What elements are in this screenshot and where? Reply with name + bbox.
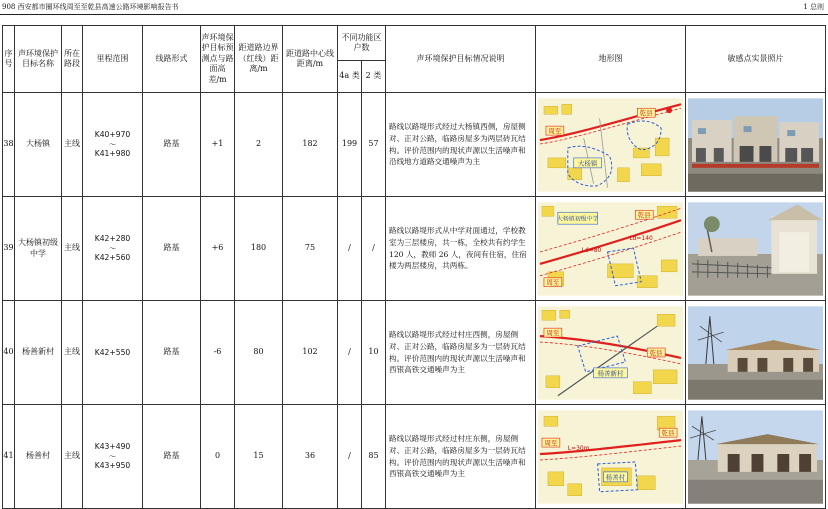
col-form: 线路形式 <box>143 26 201 93</box>
cell-zone-2: 10 <box>362 301 386 405</box>
col-mileage: 里程范围 <box>83 26 143 93</box>
map-label-village <box>604 471 628 481</box>
map-label: Ld=80 <box>581 246 602 254</box>
cell-form: 路基 <box>143 93 201 197</box>
cell-form: 路基 <box>143 301 201 405</box>
col-desc: 声环境保护目标情况说明 <box>386 26 536 93</box>
cell-center: 102 <box>283 301 338 405</box>
cell-zone-4a: 199 <box>338 93 362 197</box>
cell-center: 182 <box>283 93 338 197</box>
mileage-to: K43+950 <box>94 461 131 471</box>
site-photo <box>686 405 826 509</box>
cell-name: 杨善新村 <box>15 301 62 405</box>
mileage-to: K42+560 <box>94 253 131 263</box>
cell-form: 路基 <box>143 197 201 301</box>
cell-zone-2: 57 <box>362 93 386 197</box>
site-photo <box>686 301 826 405</box>
map-label-qianxian <box>647 347 665 356</box>
col-name: 声环境保护目标名称 <box>15 26 62 93</box>
map-label: 乾县 <box>639 108 653 117</box>
cell-height: -6 <box>201 301 235 405</box>
map-label-town <box>574 157 602 167</box>
map-label: L=30m <box>567 444 590 452</box>
cell-zone-4a: / <box>338 197 362 301</box>
map-label: 周至 <box>546 328 560 337</box>
cell-redline: 15 <box>235 405 283 509</box>
cell-road: 主线 <box>62 405 83 509</box>
map-label-village <box>594 367 628 377</box>
map-label: 大杨镇 <box>577 158 598 167</box>
map-label-zhouzhi <box>546 126 564 135</box>
map-label: 乾县 <box>637 210 651 219</box>
cell-center: 36 <box>283 405 338 509</box>
mileage-single: K42+550 <box>94 347 131 357</box>
terrain-map <box>536 197 686 301</box>
cell-seq: 41 <box>3 405 15 509</box>
cell-redline: 2 <box>235 93 283 197</box>
cell-seq: 39 <box>3 197 15 301</box>
mileage-sep: ～ <box>108 139 117 149</box>
table-row <box>3 405 826 509</box>
noise-target-table <box>2 25 826 509</box>
cell-name: 大杨镇初级中学 <box>15 197 62 301</box>
cell-mileage <box>83 301 143 405</box>
header-divider <box>0 14 828 15</box>
map-label-qianxian <box>659 428 677 437</box>
col-zone-4a: 4a 类 <box>338 61 362 93</box>
mileage-from: K42+280 <box>94 233 131 243</box>
col-height: 声环境保护目标预测点与路面高差/m <box>201 26 235 93</box>
table-row <box>3 301 826 405</box>
terrain-map <box>536 405 686 509</box>
north-arrow-icon <box>666 107 672 113</box>
cell-center: 75 <box>283 197 338 301</box>
mileage-from: K40+970 <box>94 129 131 139</box>
map-label: 周至 <box>548 126 562 135</box>
cell-name: 大杨镇 <box>15 93 62 197</box>
map-label: 大杨镇初级中学 <box>556 215 599 223</box>
map-label-zhouzhi <box>542 438 560 447</box>
col-redline: 距道路边界（红线）距离/m <box>235 26 283 93</box>
terrain-map-graphic <box>538 306 683 400</box>
photo-school-gate <box>688 202 823 296</box>
mileage-from: K43+490 <box>94 441 131 451</box>
cell-zone-4a: / <box>338 301 362 405</box>
site-photo <box>686 93 826 197</box>
map-label-qianxian <box>635 210 653 219</box>
cell-seq: 38 <box>3 93 15 197</box>
table-row <box>3 197 826 301</box>
cell-name: 杨善村 <box>15 405 62 509</box>
cell-mileage <box>83 405 143 509</box>
cell-redline: 80 <box>235 301 283 405</box>
map-label-zhouzhi <box>544 328 562 337</box>
map-label: 乾县 <box>649 348 663 357</box>
map-label-school <box>557 212 599 224</box>
cell-zone-2: / <box>362 197 386 301</box>
cell-desc: 路线以路堤形式经过村庄西侧，房屋侧对、正对公路，临路房屋多为一层砖瓦结构。评价范围内的现状声源以生活噪声和西银高铁交通噪声为主 <box>386 301 536 405</box>
col-road: 所在路段 <box>62 26 83 93</box>
table-row <box>3 93 826 197</box>
col-terrain: 地形图 <box>536 26 686 93</box>
terrain-map-graphic <box>538 98 683 192</box>
map-label: 周至 <box>544 438 558 447</box>
col-photo: 敏感点实景照片 <box>686 26 826 93</box>
mileage-to: K41+980 <box>94 149 131 159</box>
document-title: 908 西安都市圈环线周至至乾县高速公路环境影响报告书 <box>2 3 179 11</box>
mileage-sep: ～ <box>108 451 117 461</box>
cell-mileage <box>83 93 143 197</box>
map-label: Ld=140 <box>629 234 653 242</box>
cell-road: 主线 <box>62 93 83 197</box>
map-label-zhouzhi <box>544 277 562 286</box>
cell-mileage <box>83 197 143 301</box>
page-header <box>0 0 828 14</box>
cell-desc: 路线以路堤形式经过大杨镇西侧，房屋侧对、正对公路，临路房屋多为两层砖瓦结构。评价范围内的现状声源以生活噪声和沿线地方道路交通噪声为主 <box>386 93 536 197</box>
terrain-map <box>536 301 686 405</box>
cell-redline: 180 <box>235 197 283 301</box>
cell-desc: 路线以路堤形式从中学对面通过，学校教室为三层楼房，共一栋，全校共有约学生 120 人，教师 26 人，夜间有住宿，住宿楼为两层楼房，共两栋。 <box>386 197 536 301</box>
cell-zone-4a: / <box>338 405 362 509</box>
chapter-label: 1 总则 <box>803 3 824 11</box>
photo-village-houses <box>688 306 823 400</box>
terrain-map-graphic <box>538 202 683 296</box>
cell-road: 主线 <box>62 301 83 405</box>
cell-road: 主线 <box>62 197 83 301</box>
cell-height: +1 <box>201 93 235 197</box>
photo-village-street <box>688 410 823 504</box>
site-photo <box>686 197 826 301</box>
cell-height: 0 <box>201 405 235 509</box>
cell-zone-2: 85 <box>362 405 386 509</box>
map-label: 乾县 <box>661 428 675 437</box>
col-seq: 序号 <box>3 26 15 93</box>
col-zones: 不同功能区户数 <box>338 26 386 61</box>
photo-street-shops <box>688 98 823 192</box>
cell-seq: 40 <box>3 301 15 405</box>
cell-form: 路基 <box>143 405 201 509</box>
mileage-sep: ～ <box>108 243 117 253</box>
col-center: 距道路中心线距离/m <box>283 26 338 93</box>
cell-desc: 路线以路堤形式经过村庄东侧，房屋侧对、正对公路，临路房屋多为一层砖瓦结构。评价范围内的现状声源以生活噪声和西银高铁交通噪声为主 <box>386 405 536 509</box>
map-label: 周至 <box>546 278 560 287</box>
cell-height: +6 <box>201 197 235 301</box>
map-label: 杨善村 <box>605 472 626 481</box>
map-label: 杨善新村 <box>597 368 624 377</box>
terrain-map-graphic <box>538 410 683 504</box>
col-zone-2: 2 类 <box>362 61 386 93</box>
terrain-map <box>536 93 686 197</box>
map-label-qianxian <box>637 108 655 117</box>
